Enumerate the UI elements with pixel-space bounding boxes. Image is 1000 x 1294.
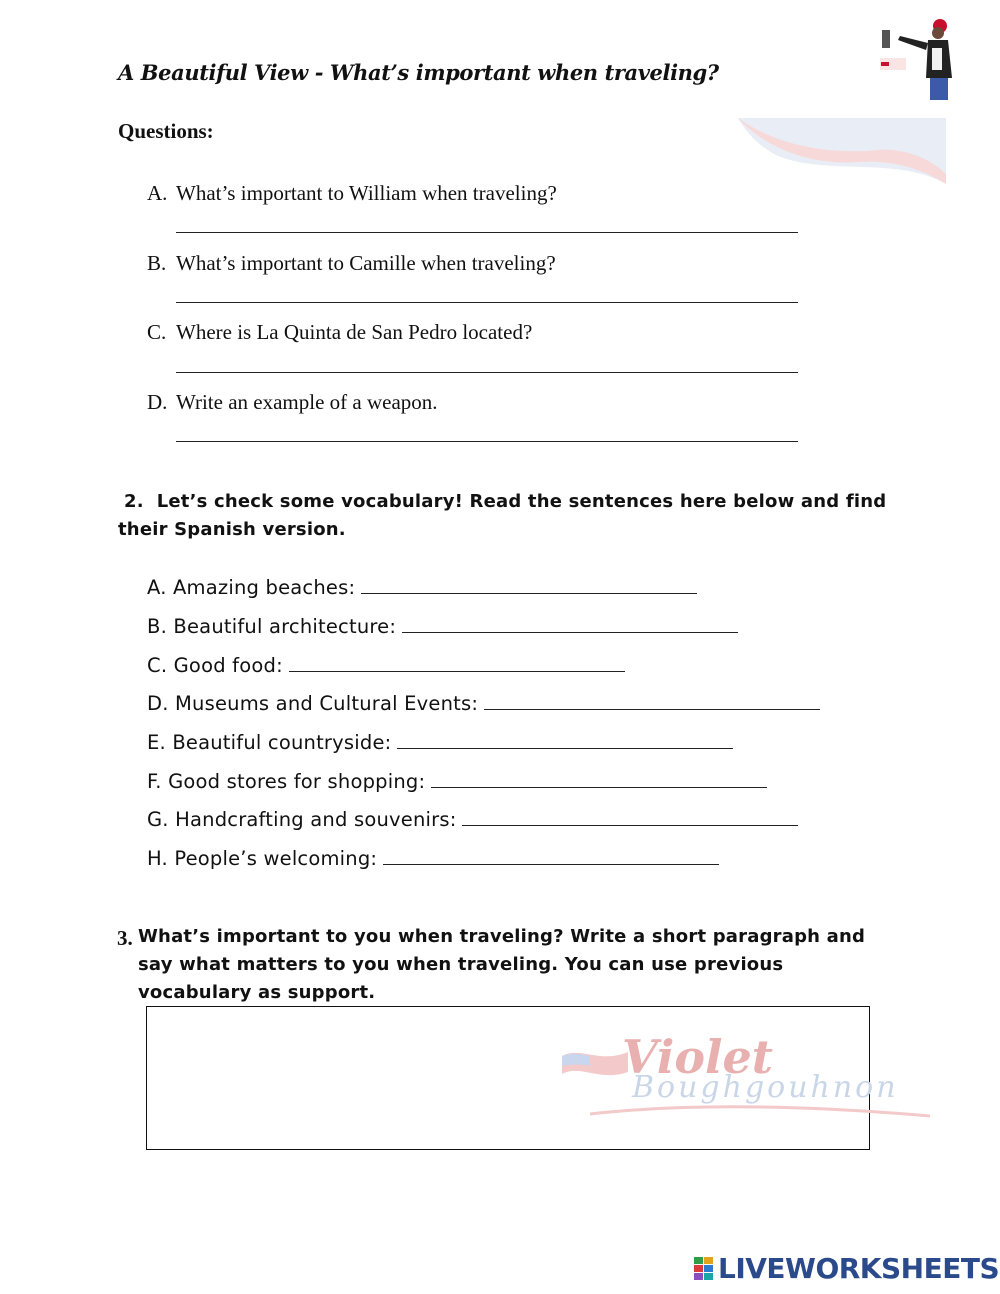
- vocab-letter: D.: [147, 692, 169, 715]
- watermark-name: Violet: [622, 1030, 774, 1084]
- vocab-item: [147, 654, 625, 677]
- question-text: What’s important to William when traveling?: [176, 181, 557, 205]
- vocab-item: [147, 692, 820, 715]
- section-title-text: Let’s check some vocabulary! Read the sentences here below and find their Spanish version.: [118, 491, 887, 540]
- question-text: Write an example of a weapon.: [176, 390, 438, 414]
- decorative-ribbon: [738, 116, 946, 186]
- question-text: What’s important to Camille when traveling?: [176, 251, 556, 275]
- vocab-text: Amazing beaches:: [173, 576, 356, 599]
- liveworksheets-logo-icon: [694, 1257, 714, 1281]
- vocab-answer-blank[interactable]: [397, 732, 733, 749]
- question-letter: A.: [147, 181, 168, 205]
- answer-line[interactable]: [176, 441, 798, 442]
- question-item: [147, 320, 532, 345]
- vocab-item: [147, 847, 719, 870]
- flag-icon: [560, 1042, 630, 1076]
- question-letter: C.: [147, 320, 167, 344]
- vocab-letter: A.: [147, 576, 167, 599]
- vocab-text: Good stores for shopping:: [168, 770, 426, 793]
- answer-line[interactable]: [176, 232, 798, 233]
- vocab-letter: C.: [147, 654, 168, 677]
- vocab-item: [147, 808, 798, 831]
- question-item: [147, 390, 438, 415]
- vocab-item: [147, 576, 697, 599]
- vocab-answer-blank[interactable]: [361, 577, 697, 594]
- writing-prompt: What’s important to you when traveling? Write a short paragraph and say what matters to you when traveling. You can use previous vocabulary as support.: [138, 926, 866, 1003]
- vocab-text: Beautiful architecture:: [173, 615, 397, 638]
- vocab-letter: G.: [147, 808, 169, 831]
- answer-line[interactable]: [176, 372, 798, 373]
- question-letter: B.: [147, 251, 167, 275]
- vocab-text: Beautiful countryside:: [172, 731, 392, 754]
- section-number: 3.: [117, 926, 133, 950]
- vocab-answer-blank[interactable]: [484, 693, 820, 710]
- vocab-answer-blank[interactable]: [289, 655, 625, 672]
- question-item: [147, 181, 557, 206]
- vocab-answer-blank[interactable]: [383, 848, 719, 865]
- author-photo: [878, 18, 954, 100]
- vocab-text: Handcrafting and souvenirs:: [175, 808, 457, 831]
- vocab-answer-blank[interactable]: [431, 771, 767, 788]
- answer-line[interactable]: [176, 302, 798, 303]
- question-text: Where is La Quinta de San Pedro located?: [176, 320, 533, 344]
- watermark-swoosh: [590, 1102, 930, 1120]
- vocab-answer-blank[interactable]: [402, 616, 738, 633]
- vocabulary-section-title: [118, 488, 898, 544]
- worksheet-title: A Beautiful View - What’s important when traveling?: [118, 60, 719, 85]
- questions-heading: Questions:: [118, 119, 214, 143]
- watermark-surname: Boughgouhnon: [632, 1070, 899, 1105]
- vocab-letter: H.: [147, 847, 168, 870]
- vocab-letter: E.: [147, 731, 166, 754]
- vocab-item: [147, 615, 738, 638]
- vocab-text: Good food:: [173, 654, 283, 677]
- vocab-text: People’s welcoming:: [174, 847, 378, 870]
- question-letter: D.: [147, 390, 168, 414]
- section-number: 2.: [124, 491, 144, 512]
- vocab-answer-blank[interactable]: [462, 809, 798, 826]
- question-item: [147, 251, 556, 276]
- vocab-letter: B.: [147, 615, 167, 638]
- vocab-text: Museums and Cultural Events:: [175, 692, 479, 715]
- vocab-letter: F.: [147, 770, 162, 793]
- watermark-logo: [560, 1030, 940, 1126]
- liveworksheets-brand[interactable]: LIVEWORKSHEETS: [718, 1252, 1000, 1285]
- vocab-item: [147, 731, 733, 754]
- vocab-item: [147, 770, 767, 793]
